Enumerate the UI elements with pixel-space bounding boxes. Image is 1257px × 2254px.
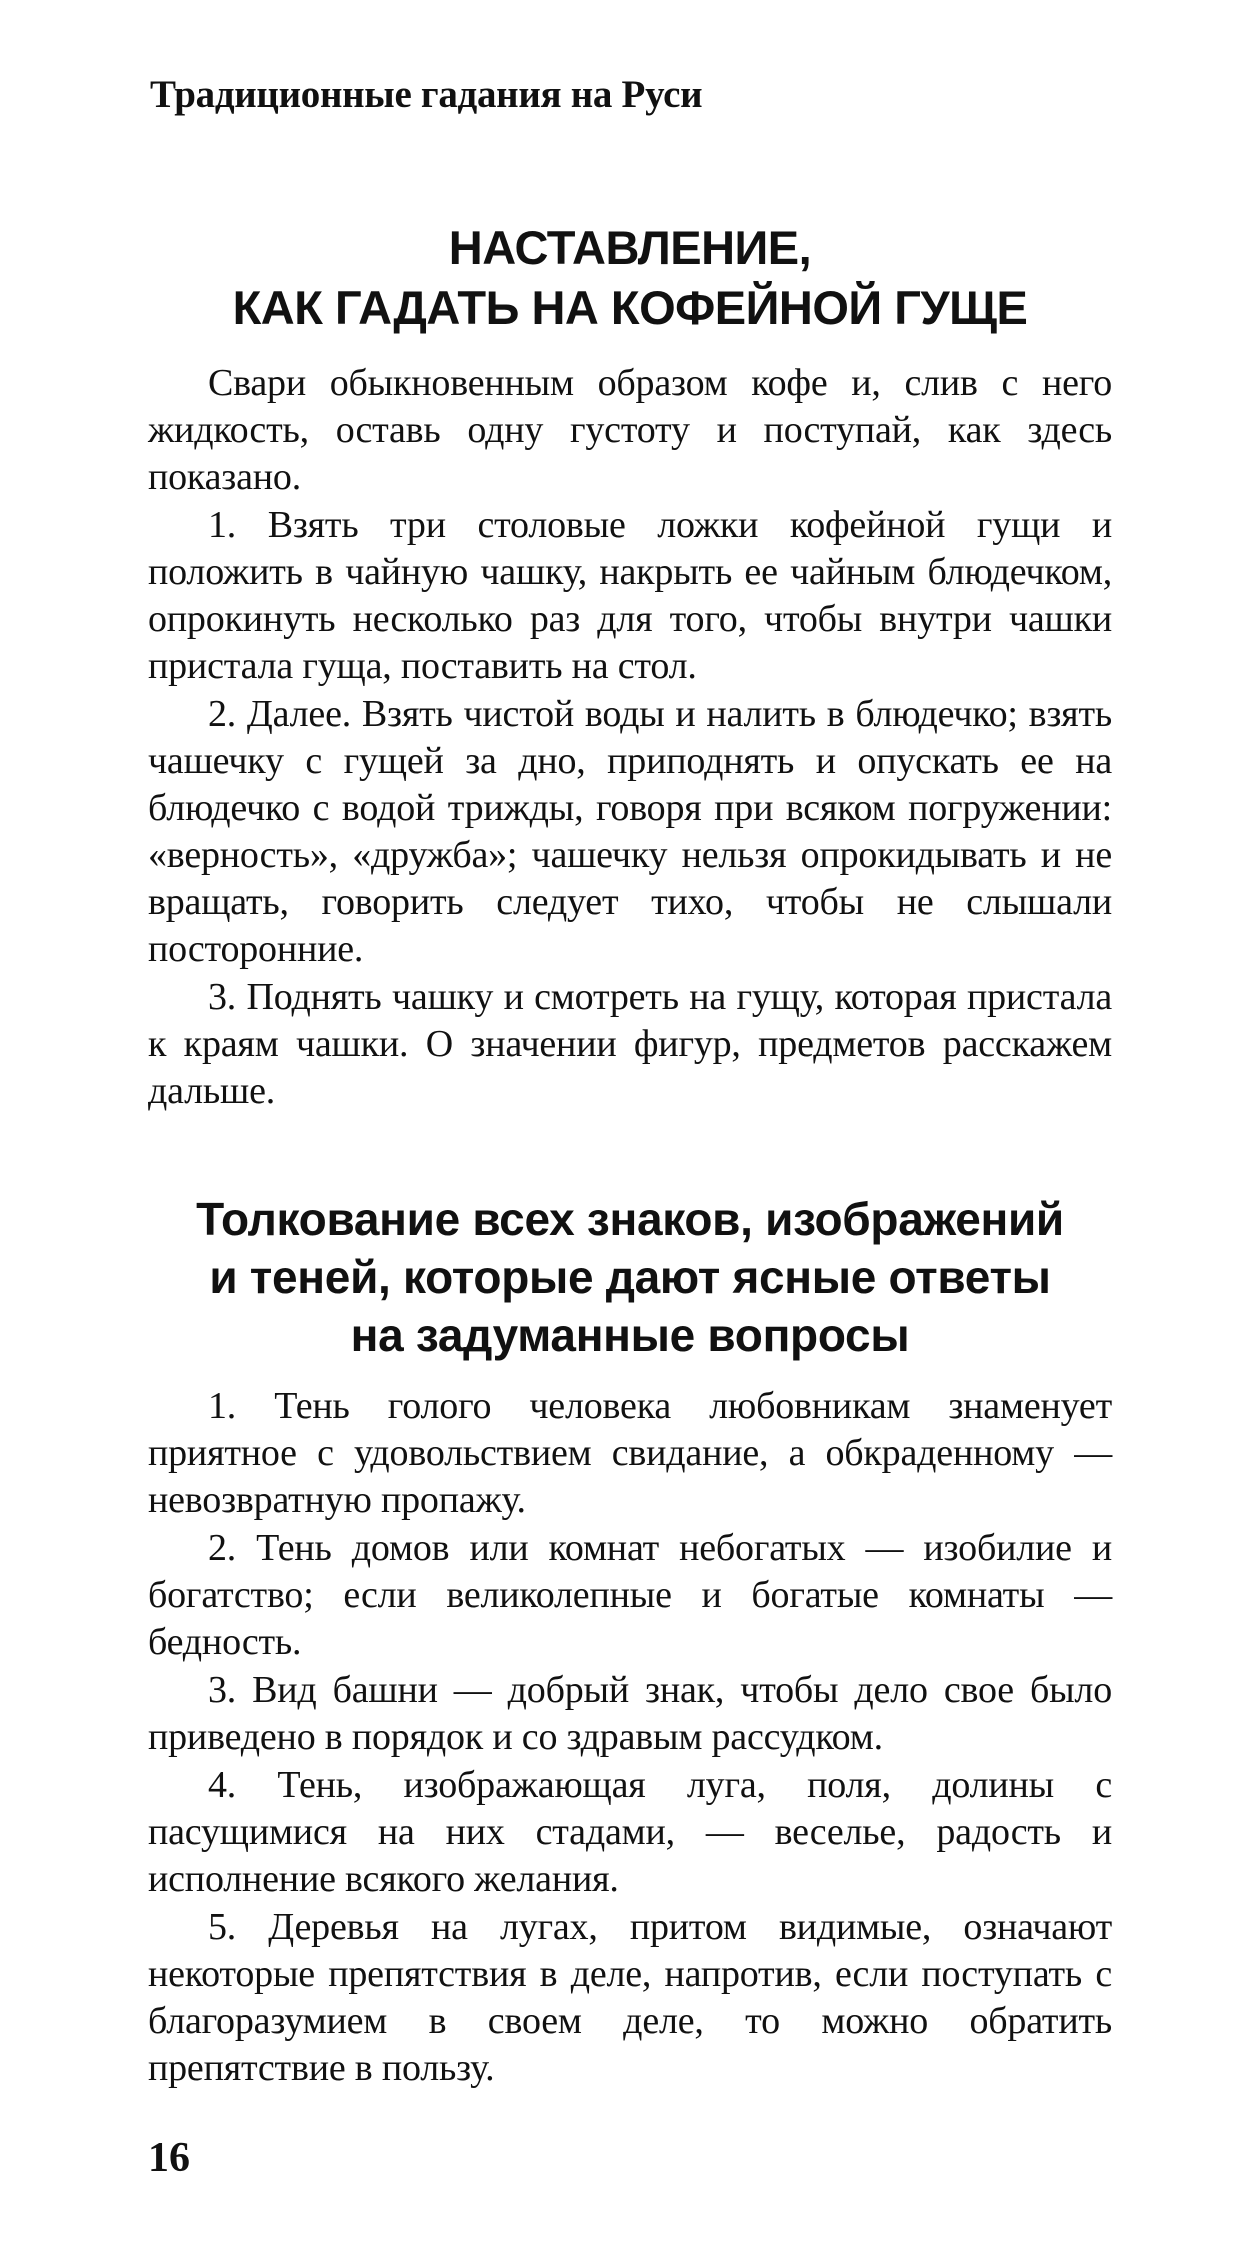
section-title-line: КАК ГАДАТЬ НА КОФЕЙНОЙ ГУЩЕ — [232, 281, 1028, 334]
body-paragraph: 4. Тень, изображающая луга, поля, долины с пасущимися на них стадами, — веселье, радость и исполнение всякого желания. — [148, 1764, 1112, 1900]
section-title-coffee-instruction — [130, 218, 1130, 338]
section-title-interpretation — [130, 1190, 1130, 1364]
body-paragraph: Свари обыкновенным образом кофе и, слив с него жидкость, оставь одну густоту и поступай, как здесь показано. — [148, 362, 1112, 498]
page-number: 16 — [148, 2135, 190, 2181]
section-title-line: НАСТАВЛЕНИЕ, — [448, 221, 812, 274]
body-paragraph: 1. Взять три столовые ложки кофейной гущи и положить в чайную чашку, накрыть ее чайным блюдечком, опрокинуть несколько раз для того, чтобы внутри чашки пристала гуща, поставить на стол. — [148, 504, 1112, 687]
section-title-line: и теней, которые дают ясные ответы — [209, 1251, 1051, 1303]
section-title-line: Толкование всех знаков, изображений — [196, 1193, 1064, 1245]
body-paragraph: 5. Деревья на лугах, притом видимые, означают некоторые препятствия в деле, напротив, если поступать с благоразумием в своем деле, то можно обратить препятствие в пользу. — [148, 1906, 1112, 2089]
body-paragraph: 2. Тень домов или комнат небогатых — изобилие и богатство; если великолепные и богатые комнаты — бедность. — [148, 1527, 1112, 1663]
running-head: Традиционные гадания на Руси — [150, 73, 703, 116]
body-paragraph: 3. Поднять чашку и смотреть на гущу, которая пристала к краям чашки. О значении фигур, предметов расскажем дальше. — [148, 976, 1112, 1112]
body-paragraph: 3. Вид башни — добрый знак, чтобы дело свое было приведено в порядок и со здравым рассудком. — [148, 1669, 1112, 1758]
body-paragraph: 1. Тень голого человека любовникам знаменует приятное с удовольствием свидание, а обкраденному — невозвратную пропажу. — [148, 1385, 1112, 1521]
section-body-interpretation — [148, 1383, 1112, 2093]
section-title-line: на задуманные вопросы — [350, 1309, 910, 1361]
section-body-coffee-instruction — [148, 360, 1112, 1116]
body-paragraph: 2. Далее. Взять чистой воды и налить в блюдечко; взять чашечку с гущей за дно, приподнять и опускать ее на блюдечко с водой трижды, говоря при всяком погружении: «верность», «дружба»; чашечку нельзя опрокидывать и не вращать, говорить следует тихо, чтобы не слышали посторонние. — [148, 693, 1112, 970]
